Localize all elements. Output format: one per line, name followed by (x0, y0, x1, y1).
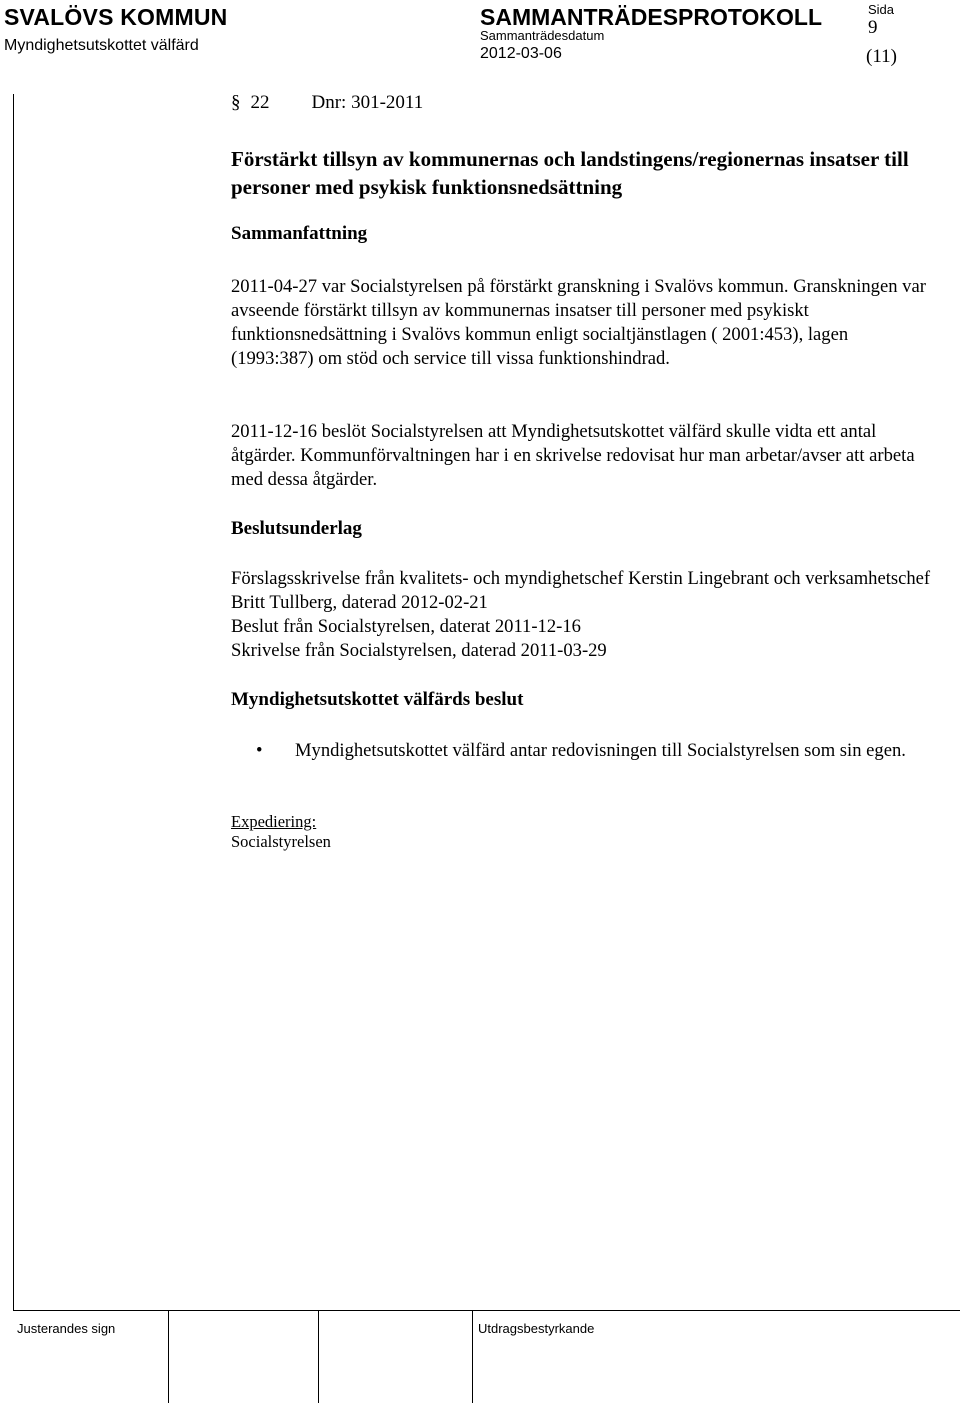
basis-list (231, 567, 931, 663)
basis-heading: Beslutsunderlag (231, 518, 362, 539)
case-line (231, 92, 423, 114)
footer-justerandes-sign: Justerandes sign (17, 1321, 116, 1336)
footer-divider-1 (168, 1310, 169, 1403)
basis-line-3: Skrivelse från Socialstyrelsen, daterad 2011-03-29 (231, 640, 607, 661)
page-total: (11) (866, 46, 897, 67)
footer-divider-3 (472, 1310, 473, 1403)
expedition-label: Expediering: (231, 812, 317, 831)
footer-divider (13, 1310, 960, 1311)
summary-paragraph-2 (231, 420, 931, 492)
section-number: 22 (250, 92, 270, 113)
case-dnr: Dnr: 301-2011 (311, 92, 424, 113)
meeting-date-label: Sammanträdesdatum (480, 28, 605, 43)
summary-heading: Sammanfattning (231, 223, 368, 244)
org-name: SVALÖVS KOMMUN (4, 4, 228, 30)
footer-divider-2 (318, 1310, 319, 1403)
meeting-date: 2012-03-06 (480, 45, 562, 62)
decision-heading: Myndighetsutskottet välfärds beslut (231, 689, 524, 710)
basis-line-1: Förslagsskrivelse från kvalitets- och myndighetschef Kerstin Lingebrant och verksamhetschef Britt Tullberg, daterad 2012-02-21 (231, 568, 931, 613)
summary-paragraph-1 (231, 275, 931, 371)
summary-text-1: 2011-04-27 var Socialstyrelsen på förstärkt granskning i Svalövs kommun. Granskningen var avseende förstärkt tillsyn av kommunernas insatser till personer med psykiskt funktionsnedsättning i Svalövs kommun enligt socialtjänstlagen ( 2001:453), lagen (1993:387) om stöd och service till vissa funktionshindrad. (231, 276, 926, 369)
decision-item (256, 739, 936, 763)
page-label: Sida (868, 2, 895, 17)
expedition-recipient: Socialstyrelsen (231, 832, 331, 851)
section-symbol: § (231, 92, 241, 113)
margin-line (13, 94, 14, 1310)
decision-text: Myndighetsutskottet välfärd antar redovisningen till Socialstyrelsen som sin egen. (295, 740, 906, 761)
summary-text-2: 2011-12-16 beslöt Socialstyrelsen att Myndighetsutskottet välfärd skulle vidta ett antal åtgärder. Kommunförvaltningen har i en skrivelse redovisat hur man arbetar/avser att arbeta med dessa åtgärder. (231, 421, 915, 490)
footer-utdragsbestyrkande: Utdragsbestyrkande (478, 1321, 595, 1336)
case-title: Förstärkt tillsyn av kommunernas och landstingens/regionernas insatser till personer med psykisk funktionsnedsättning (231, 147, 909, 199)
basis-line-2: Beslut från Socialstyrelsen, daterat 2011-12-16 (231, 616, 581, 637)
page-number: 9 (868, 17, 878, 38)
committee-name: Myndighetsutskottet välfärd (4, 37, 199, 54)
document-type: SAMMANTRÄDESPROTOKOLL (480, 4, 823, 30)
bullet-icon: • (256, 740, 263, 761)
